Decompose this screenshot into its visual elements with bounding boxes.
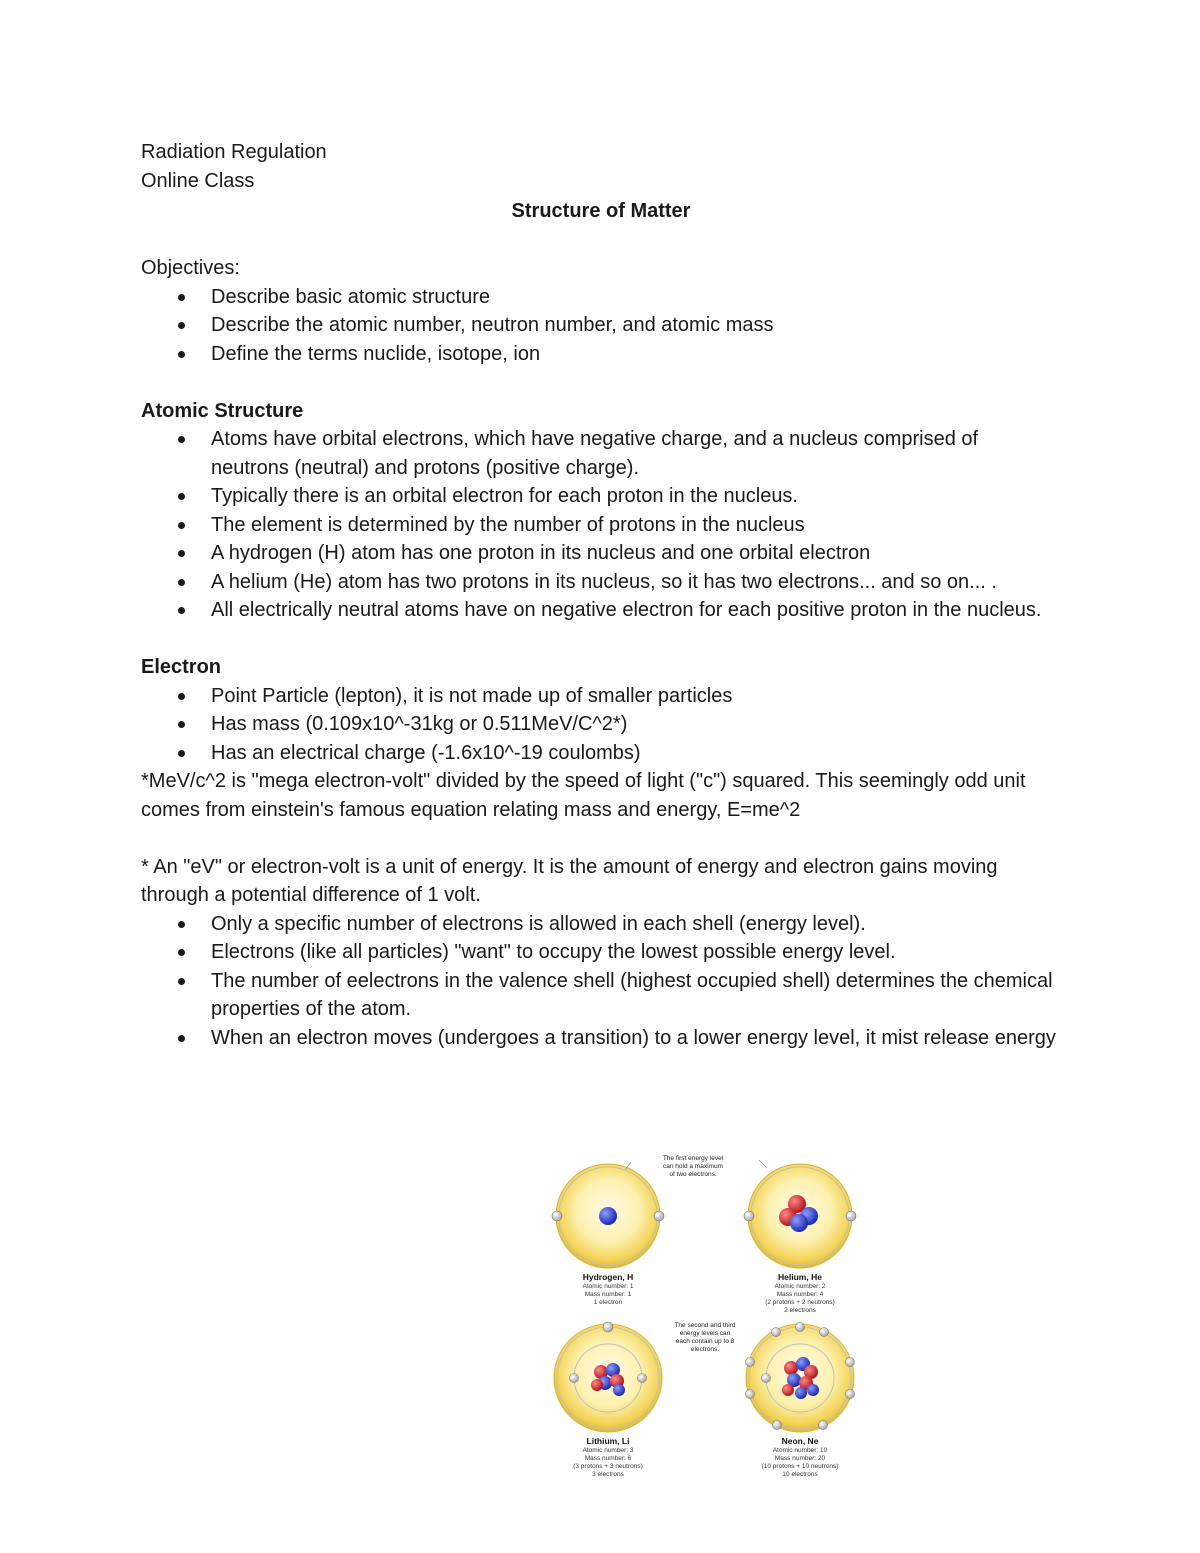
neon-atom	[746, 1323, 855, 1433]
atom-detail: Atomic number: 3	[582, 1447, 634, 1454]
hydrogen-atom	[552, 1162, 664, 1268]
list-item: A hydrogen (H) atom has one proton in its nucleus and one orbital electron	[141, 539, 1061, 568]
list-item: Atoms have orbital electrons, which have negative charge, and a nucleus comprised of neutrons (neutral) and protons (positive charge).	[141, 425, 1061, 482]
atom-detail: 3 electrons	[592, 1471, 624, 1478]
atom-detail: 10 electrons	[782, 1471, 818, 1478]
atom-detail: 1 electron	[593, 1299, 623, 1306]
ev-footnote: * An "eV" or electron-volt is a unit of energy. It is the amount of energy and electron gains moving through a potential difference of 1 volt.	[141, 855, 998, 906]
atom-name: Hydrogen, H	[582, 1272, 634, 1282]
objectives-label: Objectives:	[141, 257, 240, 279]
figure-note: can hold a maximum	[663, 1163, 723, 1170]
lithium-atom	[554, 1322, 662, 1432]
objectives-list	[141, 283, 1061, 369]
atom-detail: Atomic number: 10	[772, 1447, 828, 1454]
electron-icon	[638, 1374, 647, 1383]
list-item: Electrons (like all particles) "want" to occupy the lowest possible energy level.	[141, 938, 1061, 967]
electron-icon	[570, 1374, 579, 1383]
list-item: When an electron moves (undergoes a transition) to a lower energy level, it mist release energy	[141, 1024, 1061, 1053]
atom-detail: (2 protons + 2 neutrons)	[765, 1299, 835, 1306]
course-name: Radiation Regulation	[141, 141, 327, 163]
atom-name: Neon, Ne	[781, 1436, 819, 1446]
list-item: All electrically neutral atoms have on negative electron for each positive proton in the nucleus.	[141, 596, 1061, 625]
class-mode: Online Class	[141, 169, 255, 192]
list-item: Has mass (0.109x10^-31kg or 0.511MeV/C^2*)	[141, 710, 1061, 739]
mev-footnote: *MeV/c^2 is "mega electron-volt" divided by the speed of light ("c") squared. This seemingly odd unit comes from einstein's famous equation relating mass and energy, E=me^2	[141, 770, 1026, 821]
atomic-structure-list	[141, 425, 1061, 625]
atom-detail: Mass number: 4	[776, 1291, 824, 1298]
figure-note: The first energy level	[662, 1155, 724, 1162]
electron-icon	[846, 1211, 856, 1221]
atom-detail: Mass number: 20	[774, 1455, 826, 1462]
proton-icon	[599, 1207, 617, 1225]
figure-note: electrons.	[690, 1346, 720, 1353]
atom-name: Helium, He	[778, 1272, 822, 1282]
figure-note: The second and third	[674, 1322, 736, 1329]
atom-detail: 2 electrons	[784, 1307, 816, 1314]
atom-detail: Atomic number: 2	[774, 1283, 826, 1290]
atom-detail: Atomic number: 1	[582, 1283, 634, 1290]
atom-detail: (10 protons + 10 neutrons)	[761, 1463, 839, 1470]
atom-detail: Mass number: 1	[584, 1291, 632, 1298]
list-item: Describe basic atomic structure	[141, 283, 1061, 312]
list-item: The number of eelectrons in the valence shell (highest occupied shell) determines the chemical properties of the atom.	[141, 967, 1061, 1024]
electron-icon	[603, 1322, 613, 1332]
energy-level-list	[141, 910, 1061, 1053]
list-item: The element is determined by the number of protons in the nucleus	[141, 511, 1061, 540]
figure-note: energy levels can	[679, 1330, 731, 1337]
atom-name: Lithium, Li	[586, 1436, 630, 1446]
figure-note: each contain up to 8	[675, 1338, 735, 1345]
atomic-structure-heading: Atomic Structure	[141, 399, 304, 422]
figure-note: of two electrons.	[669, 1171, 717, 1178]
atom-detail: (3 protons + 3 neutrons)	[573, 1463, 643, 1470]
list-item: Define the terms nuclide, isotope, ion	[141, 340, 1061, 369]
atom-diagram-svg	[545, 1150, 865, 1490]
list-item: A helium (He) atom has two protons in its nucleus, so it has two electrons... and so on... .	[141, 568, 1061, 597]
electron-icon	[654, 1211, 664, 1221]
page-title: Structure of Matter	[511, 200, 691, 222]
list-item: Has an electrical charge (-1.6x10^-19 coulombs)	[141, 739, 1061, 768]
list-item: Only a specific number of electrons is allowed in each shell (energy level).	[141, 910, 1061, 939]
electron-list	[141, 682, 1061, 768]
list-item: Typically there is an orbital electron for each proton in the nucleus.	[141, 482, 1061, 511]
helium-atom	[744, 1160, 856, 1268]
electron-heading: Electron	[141, 656, 222, 678]
list-item: Point Particle (lepton), it is not made up of smaller particles	[141, 682, 1061, 711]
list-item: Describe the atomic number, neutron number, and atomic mass	[141, 311, 1061, 340]
atom-diagram	[545, 1150, 865, 1490]
electron-icon	[744, 1211, 754, 1221]
electron-icon	[552, 1211, 562, 1221]
atom-detail: Mass number: 6	[584, 1455, 632, 1462]
document-body	[141, 138, 1061, 1052]
